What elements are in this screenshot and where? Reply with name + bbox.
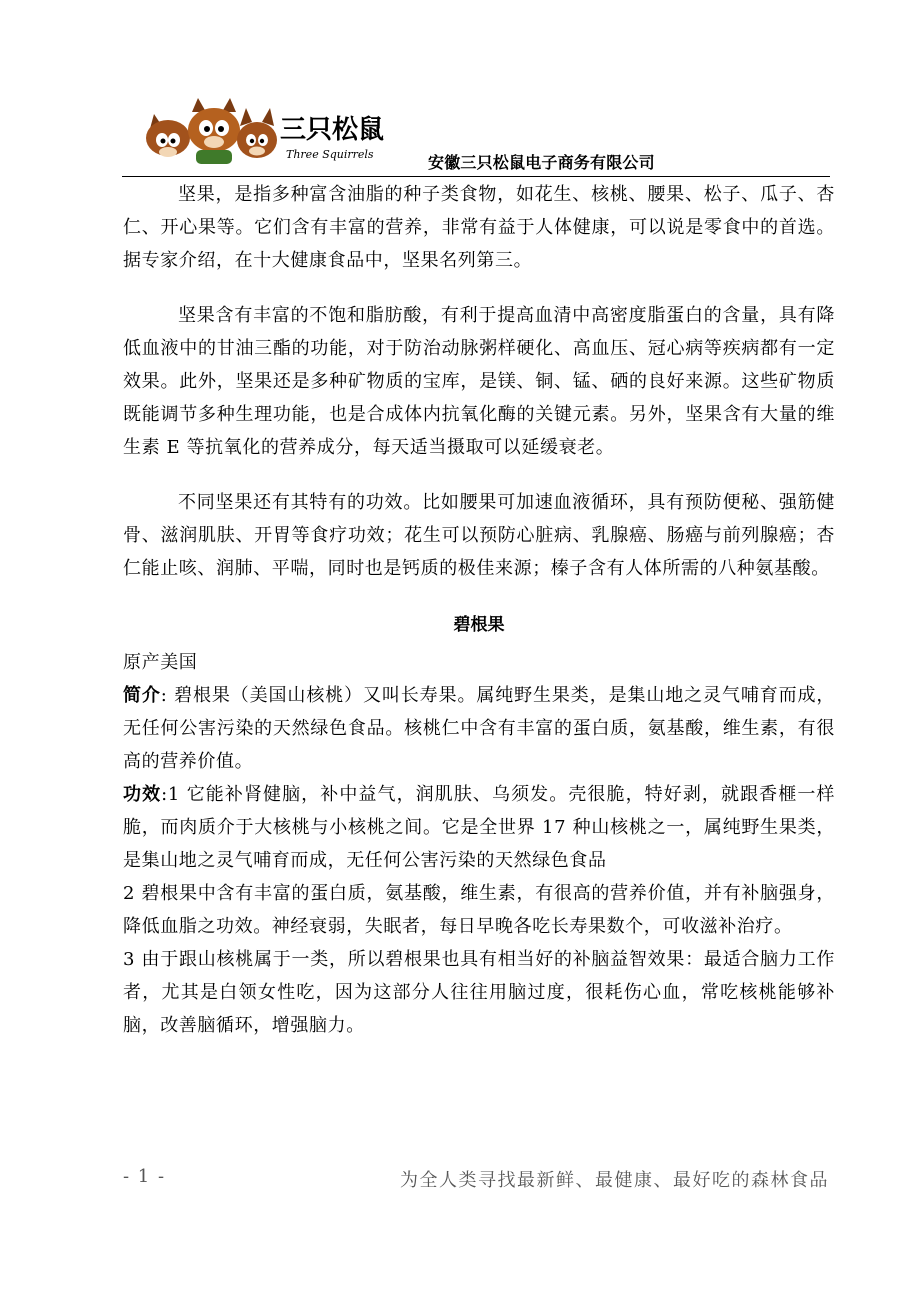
logo-cn-text: 三只松鼠 <box>280 115 385 145</box>
paragraph-gap <box>123 277 835 299</box>
logo-en-text: Three Squirrels <box>286 148 374 161</box>
intro-text: : 碧根果（美国山核桃）又叫长寿果。属纯野生果类，是集山地之灵气哺育而成，无任何公害污染的天然绿色食品。核桃仁中含有丰富的蛋白质，氨基酸，维生素，有很高的营养价值。 <box>123 685 836 772</box>
effect-point-3: 3 由于跟山核桃属于一类，所以碧根果也具有相当好的补脑益智效果：最适合脑力工作者，尤其是白领女性吃，因为这部分人往往用脑过度，很耗伤心血，常吃核桃能够补脑，改善脑循环，增强脑力。 <box>123 949 835 1036</box>
document-body <box>123 178 835 1042</box>
origin-line: 原产美国 <box>123 652 198 673</box>
squirrel-left-icon <box>146 114 190 157</box>
page-number: - 1 - <box>123 1166 166 1187</box>
intro-paragraph-2: 坚果含有丰富的不饱和脂肪酸，有利于提高血清中高密度脂蛋白的含量，具有降低血液中的甘油三酯的功能，对于防治动脉粥样硬化、高血压、冠心病等疾病都有一定效果。此外，坚果还是多种矿物质的宝库，是镁、铜、锰、硒的良好来源。这些矿物质既能调节多种生理功能，也是合成体内抗氧化酶的关键元素。另外，坚果含有大量的维生素 E 等抗氧化的营养成分，每天适当摄取可以延缓衰老。 <box>123 305 835 458</box>
squirrel-middle-icon <box>188 98 240 164</box>
intro-label: 简介 <box>123 685 161 706</box>
effect-label: 功效 <box>123 784 162 805</box>
intro-paragraph-3: 不同坚果还有其特有的功效。比如腰果可加速血液循环，具有预防便秘、强筋健骨、滋润肌肤、开胃等食疗功效；花生可以预防心脏病、乳腺癌、肠癌与前列腺癌；杏仁能止咳、润肺、平喘，同时也是钙质的极佳来源；榛子含有人体所需的八种氨基酸。 <box>123 492 835 579</box>
intro-paragraph-1: 坚果，是指多种富含油脂的种子类食物，如花生、核桃、腰果、松子、瓜子、杏仁、开心果等。它们含有丰富的营养，非常有益于人体健康，可以说是零食中的首选。据专家介绍，在十大健康食品中，坚果名列第三。 <box>123 184 835 271</box>
page-header <box>122 92 830 178</box>
footer-slogan: 为全人类寻找最新鲜、最健康、最好吃的森林食品 <box>400 1170 829 1191</box>
effect-text: :1 它能补肾健脑，补中益气，润肌肤、乌须发。壳很脆，特好剥，就跟香榧一样脆，而肉质介于大核桃与小核桃之间。它是全世界 17 种山核桃之一，属纯野生果类，是集山地之灵气哺育而成，无任何公害污染的天然绿色食品 <box>123 784 836 871</box>
paragraph-gap <box>123 464 835 486</box>
company-name: 安徽三只松鼠电子商务有限公司 <box>428 153 655 172</box>
squirrel-right-icon <box>237 108 277 158</box>
effect-line <box>123 778 835 877</box>
effect-point-2: 2 碧根果中含有丰富的蛋白质，氨基酸，维生素，有很高的营养价值，并有补脑强身，降低血脂之功效。神经衰弱，失眠者，每日早晚各吃长寿果数个，可收滋补治疗。 <box>123 883 835 937</box>
intro-line <box>123 679 835 778</box>
header-divider <box>122 176 830 177</box>
three-squirrels-logo <box>140 96 390 166</box>
section-title: 碧根果 <box>453 615 505 635</box>
